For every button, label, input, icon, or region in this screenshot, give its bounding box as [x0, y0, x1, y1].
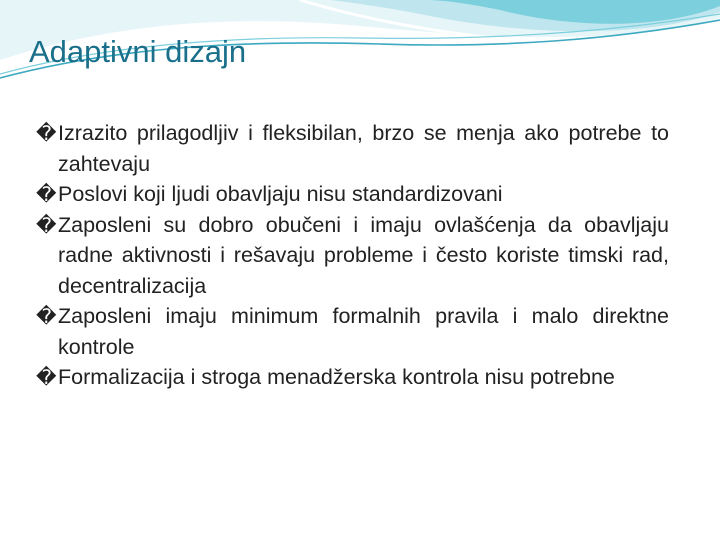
bullet-icon: � — [36, 182, 57, 206]
bullet-icon: � — [36, 121, 57, 145]
bullet-item — [36, 179, 669, 210]
bullet-icon: � — [36, 365, 57, 389]
bullet-item — [36, 118, 669, 179]
bullet-icon: � — [36, 304, 57, 328]
bullet-text: Poslovi koji ljudi obavljaju nisu standardizovani — [58, 182, 503, 206]
bullet-text: Izrazito prilagodljiv i fleksibilan, brzo se menja ako potrebe to zahtevaju — [58, 121, 669, 176]
bullet-item — [36, 362, 669, 393]
bullet-item — [36, 301, 669, 362]
slide-title: Adaptivni dizajn — [29, 34, 247, 69]
bullet-icon: � — [36, 212, 57, 237]
bullet-text: Formalizacija i stroga menadžerska kontrola nisu potrebne — [58, 365, 615, 389]
bullet-item — [36, 210, 669, 302]
bullet-list — [36, 118, 669, 393]
bullet-text: Zaposleni su dobro obučeni i imaju ovlašćenja da obavljaju radne aktivnosti i rešavaju probleme i često koriste timski rad, decentralizacija — [58, 212, 669, 298]
bullet-text: Zaposleni imaju minimum formalnih pravila i malo direktne kontrole — [58, 304, 669, 359]
